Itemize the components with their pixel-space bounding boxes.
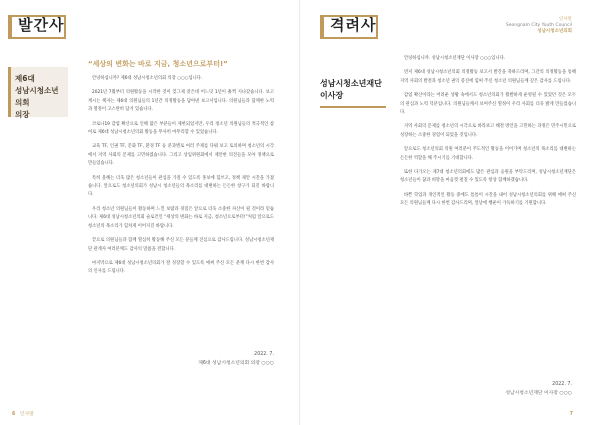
paragraph: 마지막으로 제6대 성남시청소년의회가 잘 성장할 수 있도록 애써 주신 모든 분께 다시 한번 감사의 인사를 드립니다. (88, 260, 274, 275)
paragraph: 감염 확산이라는 어려운 상황 속에서도 청소년의회가 활발하게 운영될 수 있었던 것은 모두의 관심과 노력 덕분입니다. 의원님들께서 보여주신 열정이 우리 사회를 더욱 밝게 만들었습니다. (400, 93, 576, 116)
page-title: 격려사 (330, 16, 377, 34)
author-org: 성남시청소년재단 (320, 79, 382, 88)
paragraph: 앞으로도 청소년의회 의원 여러분이 주도적인 활동을 이어가며 청소년의 목소리를 대변하는 든든한 역할을 해 주시기를 기대합니다. (400, 147, 576, 161)
paragraph: 특히 올해는 더욱 많은 청소년들이 관심을 가질 수 있도록 홍보에 힘쓰고, 정책 제안 시간을 가졌습니다. 앞으로도 청소년의회가 성남시 청소년들의 목소리를 대변하는 든든한 창구가 되길 바랍니다. (88, 175, 274, 198)
paragraph: 우리 청소년 의원님들이 활동하며 느낀 보람과 경험은 앞으로 더욱 소중한 자산이 될 것이라 믿습니다. 제6대 성남시청소년의회 슬로건인 “세상의 변화는 바로 지금, 청소년으로부터!”처럼 앞으로도 청소년의 목소리가 힘차게 이어지길 바랍니다. (88, 206, 274, 229)
right-page (300, 0, 600, 425)
slogan-quote: “세상의 변화는 바로 지금, 청소년으로부터!” (88, 60, 228, 68)
page-title: 발간사 (18, 16, 65, 34)
paragraph: 바쁜 학업과 개인적인 활동 중에도 틈틈이 시간을 내어 성남시청소년의회를 위해 애써 주신 모든 의원님들께 다시 한번 감사드리며, 앞날에 행운이 가득하기를 기원합니다. (400, 192, 576, 207)
running-header (506, 17, 572, 35)
body-text (400, 55, 576, 215)
page-footer (570, 412, 576, 417)
header-accent (8, 15, 12, 39)
paragraph: 2021년 7월부터 의원활동을 시작한 것이 엊그제 같은데 어느덧 1년이 훌쩍 지나갔습니다. 보고 계시는 책자는 제6대 의원님들의 1년간 의정활동을 담아낸 보고서입니다. 의원님들과 함께한 노력과 열정이 고스란히 담겨 있습니다. (88, 90, 274, 113)
signature: 성남시청소년재단 이사장 ○○○ (505, 391, 572, 396)
signature-block (198, 350, 274, 368)
author-role-block (320, 78, 386, 108)
paragraph: 지역 사회의 문제를 청소년의 시각으로 바라보고 해결 방안을 고민하는 과정은 민주시민으로 성장하는 소중한 경험이 되었을 것입니다. (400, 124, 576, 138)
paragraph: 또한 다가오는 제7대 청소년의회에도 많은 관심과 응원을 부탁드리며, 성남시청소년재단은 청소년들이 꿈과 희망을 마음껏 펼칠 수 있도록 항상 함께하겠습니다. (400, 170, 576, 184)
paragraph: 교육 TF, 인권 TF, 문화 TF, 환경 TF 등 분과별로 여러 주제를 다뤄 보고 토의하며 청소년의 시각에서 지역 사회의 문제를 고민하였습니다. 그리고 상임위원회에서 제안한 의견들을 모아 정책으로 만들었습니다. (88, 144, 274, 167)
signature: 제6대 성남시청소년의회 의장 ○○○ (198, 361, 274, 366)
body-text (88, 75, 274, 283)
running-org: 성남시청소년의회 (537, 29, 572, 34)
signature-block (505, 380, 572, 398)
author-role-line: 제6대 (15, 74, 35, 83)
paragraph: 먼저 제6대 성남시청소년의회 의정활동 보고서 발간을 축하드리며, 그간의 의정활동을 통해 지역 사회의 발전과 청소년 권익 증진에 힘써 주신 청소년 의원님들께 깊은 감사를 드립니다. (400, 70, 576, 84)
running-section: 인사말 (558, 17, 572, 22)
page-number: 7 (569, 412, 573, 417)
page-number: 6 (12, 412, 16, 417)
author-role-line: 의장 (15, 110, 30, 119)
role-underline (320, 106, 386, 108)
page-footer (12, 410, 34, 417)
paragraph: 안녕하십니까. 성남시청소년재단 이사장 ○○○입니다. (404, 56, 506, 61)
author-role-box (8, 67, 68, 117)
running-english: Seongnam City Youth Council (505, 23, 572, 28)
paragraph: 끝으로 의원님들과 함께 열심히 활동해 주신 모든 분들께 진심으로 감사드립니다. 성남시청소년재단 관계자 여러분께도 감사의 말씀을 전합니다. (88, 238, 274, 252)
header-accent (320, 15, 324, 39)
author-title: 이사장 (320, 91, 344, 100)
page-section-label: 인사말 (19, 412, 34, 417)
paragraph: 안녕하십니까? 제6대 성남시청소년의회 의장 ○○○입니다. (92, 76, 203, 81)
paragraph: 코로나19 감염 확산으로 인해 많은 부분들이 제한되었지만, 우리 청소년 의원님들의 적극적인 참여로 제6대 성남시청소년의회 활동을 무사히 마무리할 수 있었습니다. (88, 121, 274, 136)
author-role-line: 성남시청소년의회 (15, 86, 59, 107)
date: 2022. 7. (552, 382, 572, 387)
date: 2022. 7. (254, 352, 274, 357)
